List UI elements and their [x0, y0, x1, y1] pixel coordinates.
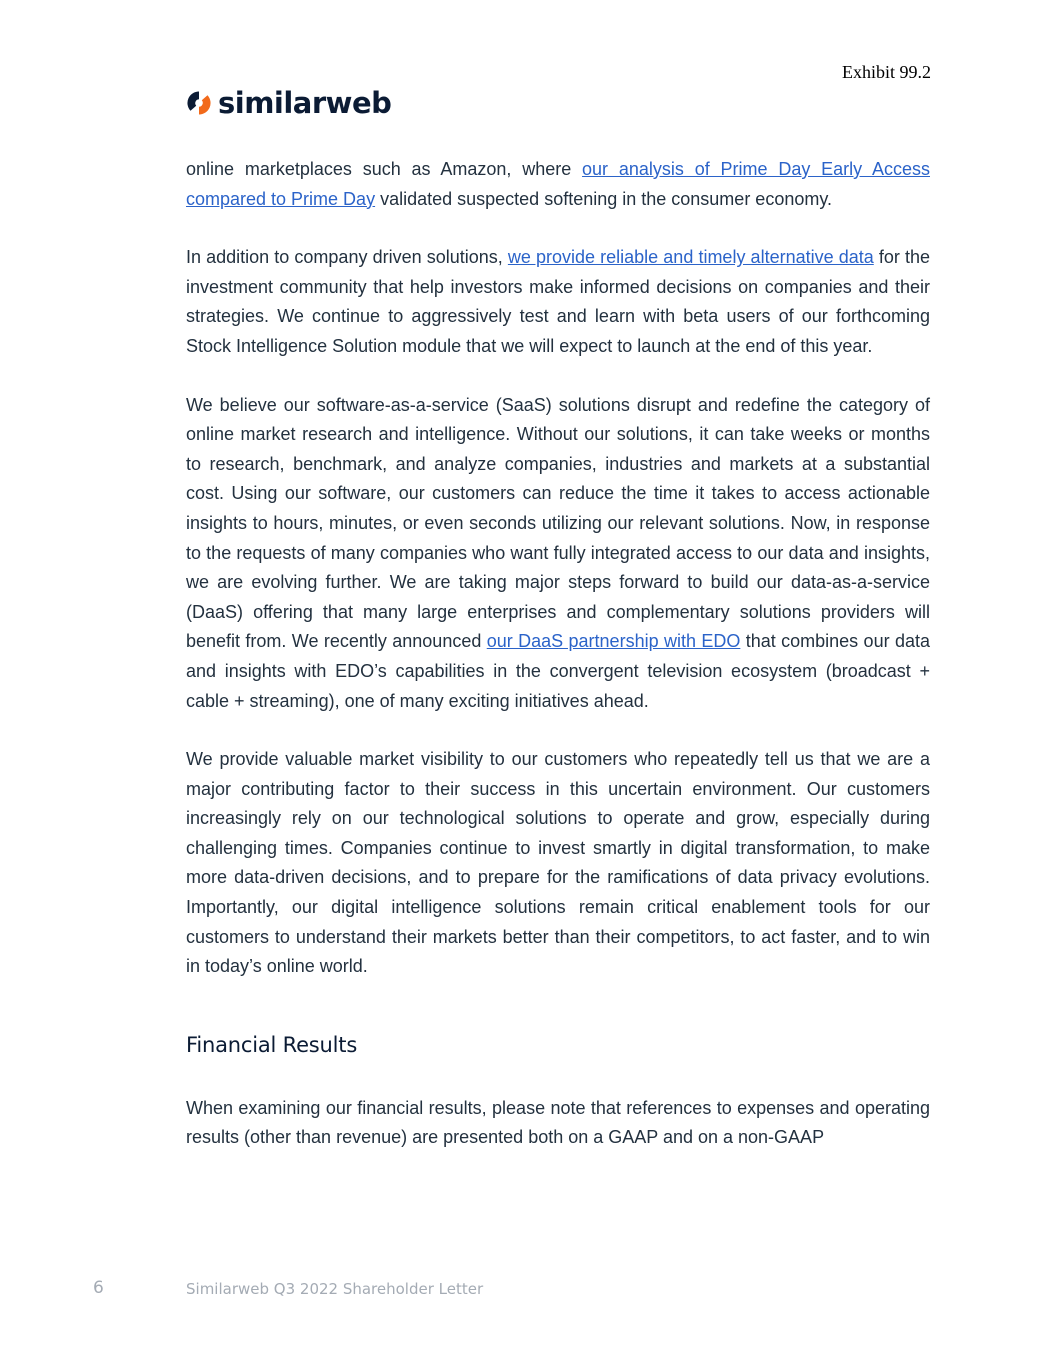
paragraph-prime-day: online marketplaces such as Amazon, where our analysis of Prime Day Early Access compared to Prime Day validated suspected softening in the consumer economy.: [186, 159, 930, 209]
section-title-financial-results: Financial Results: [186, 1032, 358, 1057]
prime-day-analysis-link[interactable]: our analysis of Prime Day Early Access compared to Prime Day: [186, 159, 930, 209]
exhibit-label: Exhibit 99.2: [842, 62, 931, 82]
paragraph-alternative-data: In addition to company driven solutions, we provide reliable and timely alternative data for the investment community that help investors make informed decisions on companies and their strategies. We continue to aggressively test and learn with beta users of our forthcoming Stock Intelligence Solution module that we will expect to launch at the end of this year.: [186, 247, 931, 356]
letter-body: [186, 155, 930, 1182]
logo-wordmark: similarweb: [218, 86, 392, 120]
alternative-data-link[interactable]: we provide reliable and timely alternative data: [507, 247, 874, 268]
daas-partnership-link[interactable]: our DaaS partnership with EDO: [486, 631, 741, 652]
similarweb-logo: [186, 86, 391, 120]
footer-title: Similarweb Q3 2022 Shareholder Letter: [186, 1280, 484, 1298]
paragraph-financial-results: When examining our financial results, please note that references to expenses and operating results (other than revenue) are presented both on a GAAP and on a non-GAAP: [186, 1097, 930, 1148]
similarweb-logo-icon: [186, 90, 212, 116]
paragraph-saas-daas: We believe our software-as-a-service (SaaS) solutions disrupt and redefine the category of online market research and intelligence. Without our solutions, it can take weeks or months to research, benchmark, and analyze companies, industries and markets at a substantial cost. Using our software, our customers can reduce the time it takes to access actionable insights to hours, minutes, or even seconds utilizing our relevant solutions. Now, in response to the requests of many companies who want fully integrated access to our data and insights, we are evolving further. We are taking major steps forward to build our data-as-a-service (DaaS) offering that many large enterprises and complementary solutions providers will benefit from. We recently announced our DaaS partnership with EDO that combines our data and insights with EDO’s capabilities in the convergent television ecosystem (broadcast + cable + streaming), one of many exciting initiatives ahead.: [186, 394, 930, 711]
paragraph-market-visibility: We provide valuable market visibility to our customers who repeatedly tell us that we are a major contributing factor to their success in this uncertain environment. Our customers increasingly rely on our technological solutions to operate and grow, especially during challenging times. Companies continue to invest smartly in digital transformation, to make more data-driven decisions, and to prepare for the ramifications of data privacy evolutions. Importantly, our digital intelligence solutions remain critical enablement tools for our customers to understand their markets better than their competitors, to act faster, and to win in today’s online world.: [186, 749, 930, 977]
page-number: 6: [93, 1278, 104, 1298]
